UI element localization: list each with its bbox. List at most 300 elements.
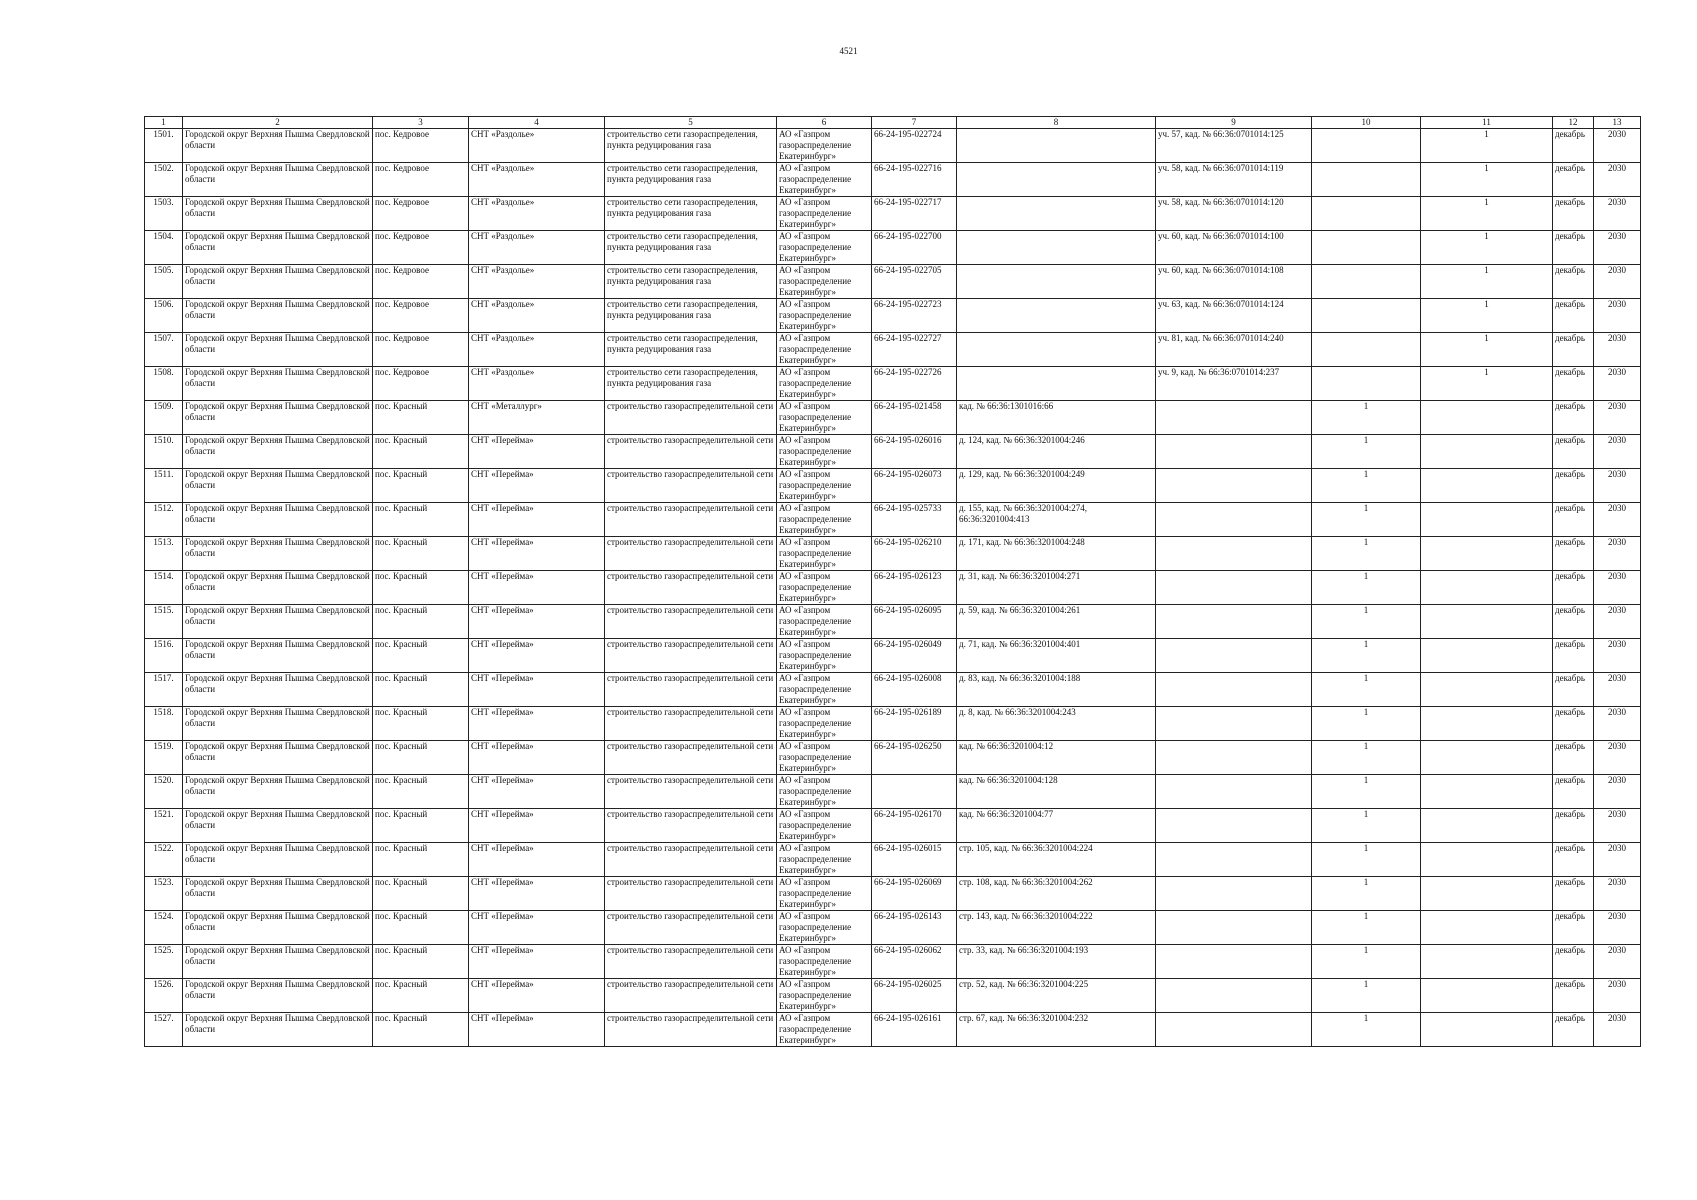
address-cadastral-cell: д. 8, кад. № 66:36:3201004:243 <box>957 707 1156 741</box>
count-col10-cell: 1 <box>1312 979 1421 1013</box>
address-cadastral-cell: стр. 33, кад. № 66:36:3201004:193 <box>957 945 1156 979</box>
object-cell: СНТ «Металлург» <box>469 401 605 435</box>
count-col10-cell <box>1312 129 1421 163</box>
work-description-cell: строительство газораспределительной сети <box>605 945 777 979</box>
municipality-cell: Городской округ Верхняя Пышма Свердловской области <box>183 265 373 299</box>
count-col10-cell: 1 <box>1312 707 1421 741</box>
year-cell: 2030 <box>1594 129 1641 163</box>
row-number: 1522. <box>145 843 183 877</box>
year-cell: 2030 <box>1594 945 1641 979</box>
settlement-cell: пос. Красный <box>373 571 469 605</box>
work-description-cell: строительство газораспределительной сети <box>605 843 777 877</box>
address-cadastral-cell: кад. № 66:36:3201004:128 <box>957 775 1156 809</box>
count-col11-cell <box>1421 741 1553 775</box>
work-description-cell: строительство сети газораспределения, пункта редуцирования газа <box>605 129 777 163</box>
object-cell: СНТ «Перейма» <box>469 979 605 1013</box>
row-number: 1517. <box>145 673 183 707</box>
year-cell: 2030 <box>1594 775 1641 809</box>
column-header: 2 <box>183 117 373 129</box>
month-cell: декабрь <box>1553 911 1594 945</box>
table-row <box>145 945 1641 979</box>
municipality-cell: Городской округ Верхняя Пышма Свердловской области <box>183 537 373 571</box>
application-code-cell: 66-24-195-022727 <box>872 333 957 367</box>
object-cell: СНТ «Перейма» <box>469 945 605 979</box>
settlement-cell: пос. Красный <box>373 673 469 707</box>
organization-cell: АО «Газпром газораспределение Екатеринбург» <box>777 979 872 1013</box>
work-description-cell: строительство газораспределительной сети <box>605 435 777 469</box>
count-col10-cell <box>1312 299 1421 333</box>
organization-cell: АО «Газпром газораспределение Екатеринбург» <box>777 537 872 571</box>
row-number: 1511. <box>145 469 183 503</box>
table-row <box>145 367 1641 401</box>
row-number: 1513. <box>145 537 183 571</box>
column-header: 3 <box>373 117 469 129</box>
municipality-cell: Городской округ Верхняя Пышма Свердловской области <box>183 979 373 1013</box>
count-col11-cell <box>1421 537 1553 571</box>
organization-cell: АО «Газпром газораспределение Екатеринбург» <box>777 775 872 809</box>
application-code-cell: 66-24-195-026170 <box>872 809 957 843</box>
municipality-cell: Городской округ Верхняя Пышма Свердловской области <box>183 367 373 401</box>
row-number: 1510. <box>145 435 183 469</box>
municipality-cell: Городской округ Верхняя Пышма Свердловской области <box>183 741 373 775</box>
address-cadastral-cell <box>957 299 1156 333</box>
year-cell: 2030 <box>1594 197 1641 231</box>
year-cell: 2030 <box>1594 571 1641 605</box>
table-row <box>145 979 1641 1013</box>
count-col10-cell: 1 <box>1312 639 1421 673</box>
table-row <box>145 503 1641 537</box>
address-cadastral-cell <box>957 129 1156 163</box>
year-cell: 2030 <box>1594 741 1641 775</box>
row-number: 1516. <box>145 639 183 673</box>
application-code-cell: 66-24-195-025733 <box>872 503 957 537</box>
plot-cadastral-cell <box>1156 503 1312 537</box>
month-cell: декабрь <box>1553 401 1594 435</box>
municipality-cell: Городской округ Верхняя Пышма Свердловской области <box>183 231 373 265</box>
application-code-cell: 66-24-195-022724 <box>872 129 957 163</box>
year-cell: 2030 <box>1594 1013 1641 1047</box>
year-cell: 2030 <box>1594 163 1641 197</box>
year-cell: 2030 <box>1594 605 1641 639</box>
settlement-cell: пос. Красный <box>373 877 469 911</box>
count-col11-cell <box>1421 843 1553 877</box>
plot-cadastral-cell <box>1156 401 1312 435</box>
count-col10-cell <box>1312 265 1421 299</box>
object-cell: СНТ «Раздолье» <box>469 299 605 333</box>
plot-cadastral-cell <box>1156 1013 1312 1047</box>
work-description-cell: строительство сети газораспределения, пункта редуцирования газа <box>605 333 777 367</box>
column-header: 13 <box>1594 117 1641 129</box>
municipality-cell: Городской округ Верхняя Пышма Свердловской области <box>183 775 373 809</box>
application-code-cell: 66-24-195-026016 <box>872 435 957 469</box>
year-cell: 2030 <box>1594 639 1641 673</box>
table-row <box>145 129 1641 163</box>
column-header: 5 <box>605 117 777 129</box>
plot-cadastral-cell: уч. 9, кад. № 66:36:0701014:237 <box>1156 367 1312 401</box>
year-cell: 2030 <box>1594 435 1641 469</box>
count-col11-cell <box>1421 877 1553 911</box>
settlement-cell: пос. Красный <box>373 741 469 775</box>
work-description-cell: строительство сети газораспределения, пункта редуцирования газа <box>605 197 777 231</box>
month-cell: декабрь <box>1553 299 1594 333</box>
row-number: 1521. <box>145 809 183 843</box>
municipality-cell: Городской округ Верхняя Пышма Свердловской области <box>183 401 373 435</box>
organization-cell: АО «Газпром газораспределение Екатеринбург» <box>777 129 872 163</box>
table-body <box>145 129 1641 1047</box>
settlement-cell: пос. Красный <box>373 979 469 1013</box>
table-row <box>145 741 1641 775</box>
count-col11-cell <box>1421 571 1553 605</box>
address-cadastral-cell <box>957 367 1156 401</box>
work-description-cell: строительство газораспределительной сети <box>605 673 777 707</box>
settlement-cell: пос. Кедровое <box>373 299 469 333</box>
organization-cell: АО «Газпром газораспределение Екатеринбург» <box>777 673 872 707</box>
count-col11-cell <box>1421 707 1553 741</box>
month-cell: декабрь <box>1553 163 1594 197</box>
municipality-cell: Городской округ Верхняя Пышма Свердловской области <box>183 877 373 911</box>
municipality-cell: Городской округ Верхняя Пышма Свердловской области <box>183 707 373 741</box>
table-row <box>145 197 1641 231</box>
municipality-cell: Городской округ Верхняя Пышма Свердловской области <box>183 673 373 707</box>
table-row <box>145 231 1641 265</box>
settlement-cell: пос. Красный <box>373 1013 469 1047</box>
municipality-cell: Городской округ Верхняя Пышма Свердловской области <box>183 469 373 503</box>
organization-cell: АО «Газпром газораспределение Екатеринбург» <box>777 809 872 843</box>
municipality-cell: Городской округ Верхняя Пышма Свердловской области <box>183 571 373 605</box>
month-cell: декабрь <box>1553 639 1594 673</box>
count-col11-cell <box>1421 775 1553 809</box>
plot-cadastral-cell: уч. 81, кад. № 66:36:0701014:240 <box>1156 333 1312 367</box>
settlement-cell: пос. Кедровое <box>373 197 469 231</box>
application-code-cell: 66-24-195-026025 <box>872 979 957 1013</box>
object-cell: СНТ «Раздолье» <box>469 333 605 367</box>
organization-cell: АО «Газпром газораспределение Екатеринбург» <box>777 639 872 673</box>
organization-cell: АО «Газпром газораспределение Екатеринбург» <box>777 435 872 469</box>
settlement-cell: пос. Красный <box>373 775 469 809</box>
count-col11-cell: 1 <box>1421 333 1553 367</box>
object-cell: СНТ «Перейма» <box>469 911 605 945</box>
row-number: 1527. <box>145 1013 183 1047</box>
column-header: 10 <box>1312 117 1421 129</box>
work-description-cell: строительство сети газораспределения, пункта редуцирования газа <box>605 231 777 265</box>
month-cell: декабрь <box>1553 809 1594 843</box>
year-cell: 2030 <box>1594 503 1641 537</box>
application-code-cell: 66-24-195-022716 <box>872 163 957 197</box>
month-cell: декабрь <box>1553 333 1594 367</box>
municipality-cell: Городской округ Верхняя Пышма Свердловской области <box>183 1013 373 1047</box>
month-cell: декабрь <box>1553 129 1594 163</box>
count-col11-cell <box>1421 673 1553 707</box>
month-cell: декабрь <box>1553 265 1594 299</box>
work-description-cell: строительство сети газораспределения, пункта редуцирования газа <box>605 367 777 401</box>
month-cell: декабрь <box>1553 571 1594 605</box>
object-cell: СНТ «Перейма» <box>469 775 605 809</box>
settlement-cell: пос. Красный <box>373 469 469 503</box>
settlement-cell: пос. Красный <box>373 639 469 673</box>
work-description-cell: строительство газораспределительной сети <box>605 571 777 605</box>
municipality-cell: Городской округ Верхняя Пышма Свердловской области <box>183 911 373 945</box>
work-description-cell: строительство сети газораспределения, пункта редуцирования газа <box>605 299 777 333</box>
municipality-cell: Городской округ Верхняя Пышма Свердловской области <box>183 129 373 163</box>
month-cell: декабрь <box>1553 197 1594 231</box>
month-cell: декабрь <box>1553 775 1594 809</box>
application-code-cell: 66-24-195-026143 <box>872 911 957 945</box>
table-row <box>145 605 1641 639</box>
municipality-cell: Городской округ Верхняя Пышма Свердловской области <box>183 333 373 367</box>
application-code-cell: 66-24-195-021458 <box>872 401 957 435</box>
count-col10-cell <box>1312 367 1421 401</box>
plot-cadastral-cell <box>1156 571 1312 605</box>
row-number: 1508. <box>145 367 183 401</box>
table-row <box>145 401 1641 435</box>
work-description-cell: строительство газораспределительной сети <box>605 979 777 1013</box>
count-col11-cell: 1 <box>1421 231 1553 265</box>
organization-cell: АО «Газпром газораспределение Екатеринбург» <box>777 469 872 503</box>
municipality-cell: Городской округ Верхняя Пышма Свердловской области <box>183 299 373 333</box>
count-col10-cell: 1 <box>1312 945 1421 979</box>
object-cell: СНТ «Перейма» <box>469 1013 605 1047</box>
address-cadastral-cell: стр. 108, кад. № 66:36:3201004:262 <box>957 877 1156 911</box>
column-header: 12 <box>1553 117 1594 129</box>
object-cell: СНТ «Раздолье» <box>469 231 605 265</box>
application-code-cell: 66-24-195-022717 <box>872 197 957 231</box>
address-cadastral-cell: кад. № 66:36:1301016:66 <box>957 401 1156 435</box>
count-col10-cell: 1 <box>1312 673 1421 707</box>
work-description-cell: строительство газораспределительной сети <box>605 707 777 741</box>
count-col11-cell <box>1421 435 1553 469</box>
column-header: 6 <box>777 117 872 129</box>
object-cell: СНТ «Перейма» <box>469 469 605 503</box>
settlement-cell: пос. Красный <box>373 809 469 843</box>
application-code-cell: 66-24-195-026123 <box>872 571 957 605</box>
count-col11-cell: 1 <box>1421 163 1553 197</box>
settlement-cell: пос. Красный <box>373 911 469 945</box>
organization-cell: АО «Газпром газораспределение Екатеринбург» <box>777 231 872 265</box>
year-cell: 2030 <box>1594 401 1641 435</box>
year-cell: 2030 <box>1594 231 1641 265</box>
row-number: 1520. <box>145 775 183 809</box>
address-cadastral-cell: д. 71, кад. № 66:36:3201004:401 <box>957 639 1156 673</box>
month-cell: декабрь <box>1553 979 1594 1013</box>
settlement-cell: пос. Кедровое <box>373 163 469 197</box>
organization-cell: АО «Газпром газораспределение Екатеринбург» <box>777 163 872 197</box>
row-number: 1503. <box>145 197 183 231</box>
year-cell: 2030 <box>1594 299 1641 333</box>
organization-cell: АО «Газпром газораспределение Екатеринбург» <box>777 265 872 299</box>
table-row <box>145 775 1641 809</box>
work-description-cell: строительство газораспределительной сети <box>605 1013 777 1047</box>
table-row <box>145 639 1641 673</box>
count-col10-cell: 1 <box>1312 605 1421 639</box>
table-row <box>145 877 1641 911</box>
column-header: 8 <box>957 117 1156 129</box>
table-row <box>145 537 1641 571</box>
object-cell: СНТ «Перейма» <box>469 877 605 911</box>
settlement-cell: пос. Кедровое <box>373 265 469 299</box>
month-cell: декабрь <box>1553 469 1594 503</box>
column-header: 9 <box>1156 117 1312 129</box>
table-row <box>145 299 1641 333</box>
address-cadastral-cell: д. 83, кад. № 66:36:3201004:188 <box>957 673 1156 707</box>
row-number: 1514. <box>145 571 183 605</box>
address-cadastral-cell: д. 124, кад. № 66:36:3201004:246 <box>957 435 1156 469</box>
count-col11-cell <box>1421 401 1553 435</box>
month-cell: декабрь <box>1553 673 1594 707</box>
plot-cadastral-cell <box>1156 673 1312 707</box>
plot-cadastral-cell <box>1156 435 1312 469</box>
row-number: 1512. <box>145 503 183 537</box>
work-description-cell: строительство газораспределительной сети <box>605 809 777 843</box>
address-cadastral-cell: стр. 105, кад. № 66:36:3201004:224 <box>957 843 1156 877</box>
object-cell: СНТ «Раздолье» <box>469 129 605 163</box>
municipality-cell: Городской округ Верхняя Пышма Свердловской области <box>183 945 373 979</box>
work-description-cell: строительство сети газораспределения, пункта редуцирования газа <box>605 265 777 299</box>
count-col11-cell: 1 <box>1421 299 1553 333</box>
application-code-cell: 66-24-195-026049 <box>872 639 957 673</box>
count-col10-cell: 1 <box>1312 741 1421 775</box>
application-code-cell: 66-24-195-026008 <box>872 673 957 707</box>
row-number: 1501. <box>145 129 183 163</box>
count-col10-cell: 1 <box>1312 469 1421 503</box>
application-code-cell: 66-24-195-026095 <box>872 605 957 639</box>
table-row <box>145 673 1641 707</box>
application-code-cell: 66-24-195-026062 <box>872 945 957 979</box>
count-col10-cell: 1 <box>1312 1013 1421 1047</box>
plot-cadastral-cell <box>1156 741 1312 775</box>
register-table <box>144 116 1641 1047</box>
table-row <box>145 333 1641 367</box>
plot-cadastral-cell: уч. 58, кад. № 66:36:0701014:120 <box>1156 197 1312 231</box>
count-col10-cell: 1 <box>1312 571 1421 605</box>
organization-cell: АО «Газпром газораспределение Екатеринбург» <box>777 605 872 639</box>
work-description-cell: строительство газораспределительной сети <box>605 503 777 537</box>
organization-cell: АО «Газпром газораспределение Екатеринбург» <box>777 707 872 741</box>
count-col10-cell <box>1312 333 1421 367</box>
address-cadastral-cell: кад. № 66:36:3201004:12 <box>957 741 1156 775</box>
object-cell: СНТ «Перейма» <box>469 537 605 571</box>
column-header: 4 <box>469 117 605 129</box>
organization-cell: АО «Газпром газораспределение Екатеринбург» <box>777 333 872 367</box>
count-col11-cell <box>1421 469 1553 503</box>
municipality-cell: Городской округ Верхняя Пышма Свердловской области <box>183 163 373 197</box>
address-cadastral-cell: д. 59, кад. № 66:36:3201004:261 <box>957 605 1156 639</box>
address-cadastral-cell <box>957 197 1156 231</box>
plot-cadastral-cell <box>1156 877 1312 911</box>
count-col11-cell: 1 <box>1421 265 1553 299</box>
column-header: 7 <box>872 117 957 129</box>
application-code-cell: 66-24-195-026250 <box>872 741 957 775</box>
organization-cell: АО «Газпром газораспределение Екатеринбург» <box>777 1013 872 1047</box>
table-row <box>145 163 1641 197</box>
object-cell: СНТ «Перейма» <box>469 639 605 673</box>
settlement-cell: пос. Красный <box>373 843 469 877</box>
plot-cadastral-cell: уч. 60, кад. № 66:36:0701014:100 <box>1156 231 1312 265</box>
municipality-cell: Городской округ Верхняя Пышма Свердловской области <box>183 843 373 877</box>
municipality-cell: Городской округ Верхняя Пышма Свердловской области <box>183 605 373 639</box>
month-cell: декабрь <box>1553 843 1594 877</box>
application-code-cell: 66-24-195-022726 <box>872 367 957 401</box>
count-col11-cell <box>1421 1013 1553 1047</box>
year-cell: 2030 <box>1594 469 1641 503</box>
year-cell: 2030 <box>1594 537 1641 571</box>
object-cell: СНТ «Перейма» <box>469 435 605 469</box>
settlement-cell: пос. Кедровое <box>373 333 469 367</box>
month-cell: декабрь <box>1553 367 1594 401</box>
count-col11-cell <box>1421 911 1553 945</box>
row-number: 1505. <box>145 265 183 299</box>
year-cell: 2030 <box>1594 367 1641 401</box>
count-col10-cell: 1 <box>1312 775 1421 809</box>
object-cell: СНТ «Перейма» <box>469 605 605 639</box>
month-cell: декабрь <box>1553 537 1594 571</box>
row-number: 1526. <box>145 979 183 1013</box>
count-col11-cell: 1 <box>1421 367 1553 401</box>
count-col11-cell <box>1421 979 1553 1013</box>
year-cell: 2030 <box>1594 979 1641 1013</box>
settlement-cell: пос. Красный <box>373 945 469 979</box>
work-description-cell: строительство газораспределительной сети <box>605 537 777 571</box>
row-number: 1507. <box>145 333 183 367</box>
address-cadastral-cell <box>957 163 1156 197</box>
object-cell: СНТ «Раздолье» <box>469 197 605 231</box>
plot-cadastral-cell <box>1156 809 1312 843</box>
count-col10-cell: 1 <box>1312 843 1421 877</box>
count-col10-cell: 1 <box>1312 537 1421 571</box>
address-cadastral-cell <box>957 265 1156 299</box>
municipality-cell: Городской округ Верхняя Пышма Свердловской области <box>183 639 373 673</box>
application-code-cell <box>872 775 957 809</box>
application-code-cell: 66-24-195-026161 <box>872 1013 957 1047</box>
municipality-cell: Городской округ Верхняя Пышма Свердловской области <box>183 809 373 843</box>
object-cell: СНТ «Раздолье» <box>469 367 605 401</box>
month-cell: декабрь <box>1553 945 1594 979</box>
header-row <box>145 117 1641 129</box>
work-description-cell: строительство газораспределительной сети <box>605 775 777 809</box>
count-col10-cell <box>1312 197 1421 231</box>
object-cell: СНТ «Раздолье» <box>469 265 605 299</box>
settlement-cell: пос. Кедровое <box>373 231 469 265</box>
address-cadastral-cell: д. 171, кад. № 66:36:3201004:248 <box>957 537 1156 571</box>
count-col11-cell <box>1421 639 1553 673</box>
month-cell: декабрь <box>1553 707 1594 741</box>
count-col10-cell: 1 <box>1312 877 1421 911</box>
row-number: 1523. <box>145 877 183 911</box>
table-row <box>145 911 1641 945</box>
column-header: 11 <box>1421 117 1553 129</box>
count-col10-cell <box>1312 163 1421 197</box>
count-col11-cell <box>1421 605 1553 639</box>
address-cadastral-cell: стр. 52, кад. № 66:36:3201004:225 <box>957 979 1156 1013</box>
month-cell: декабрь <box>1553 741 1594 775</box>
work-description-cell: строительство газораспределительной сети <box>605 741 777 775</box>
table-row <box>145 707 1641 741</box>
table-row <box>145 265 1641 299</box>
application-code-cell: 66-24-195-022723 <box>872 299 957 333</box>
application-code-cell: 66-24-195-026073 <box>872 469 957 503</box>
organization-cell: АО «Газпром газораспределение Екатеринбург» <box>777 197 872 231</box>
application-code-cell: 66-24-195-022700 <box>872 231 957 265</box>
address-cadastral-cell: д. 129, кад. № 66:36:3201004:249 <box>957 469 1156 503</box>
row-number: 1506. <box>145 299 183 333</box>
plot-cadastral-cell <box>1156 775 1312 809</box>
table-row <box>145 571 1641 605</box>
object-cell: СНТ «Перейма» <box>469 673 605 707</box>
settlement-cell: пос. Красный <box>373 537 469 571</box>
work-description-cell: строительство газораспределительной сети <box>605 401 777 435</box>
count-col10-cell: 1 <box>1312 401 1421 435</box>
plot-cadastral-cell <box>1156 537 1312 571</box>
address-cadastral-cell <box>957 231 1156 265</box>
